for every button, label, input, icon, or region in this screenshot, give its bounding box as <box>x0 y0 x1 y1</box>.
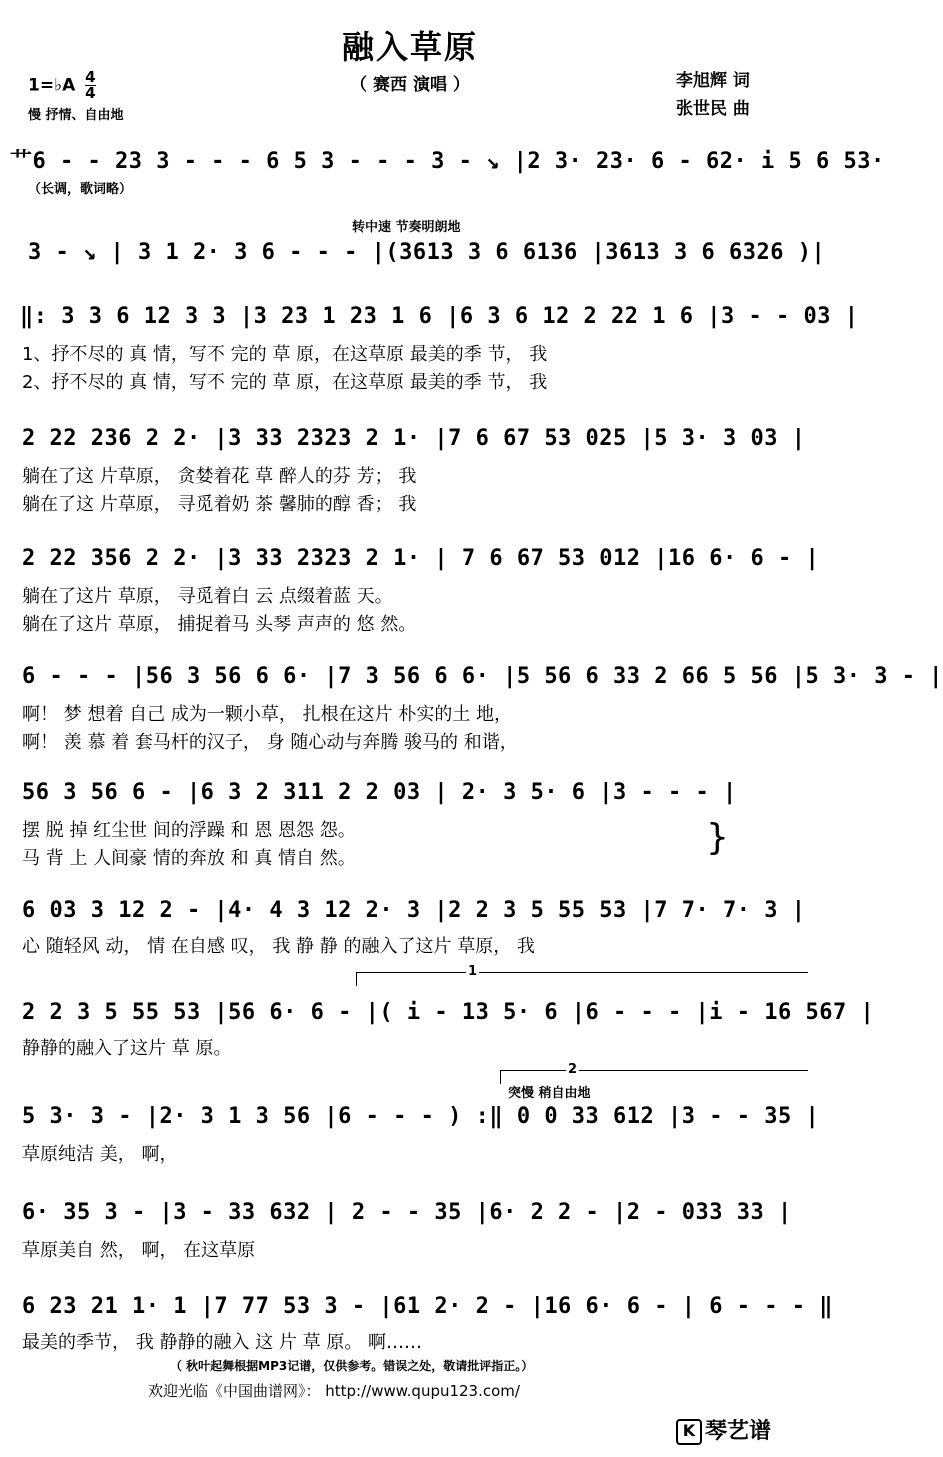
lyric-row-3-verse-2: 2、抒不尽的 真 情，写不 完的 草 原，在这草原 最美的季 节， 我 <box>22 372 548 393</box>
lyric-row-6-verse-1: 啊！ 梦 想着 自己 成为一颗小草， 扎根在这片 朴实的土 地， <box>22 704 513 725</box>
singer-credit: （ 赛西 演唱 ） <box>350 75 470 95</box>
key-signature <box>28 70 96 101</box>
staff-row-1: 艹6 - - 23 3 - - - 6 5 3 - - - 3 - ↘ |2 3· 23· 6 - 62· i 5 6 53· <box>10 149 885 174</box>
staff-row-7: 56 3 56 6 - |6 3 2 311 2 2 03 | 2· 3 5· 6 |3 - - - | <box>22 780 737 805</box>
transcriber-note: （ 秋叶起舞根据MP3记谱，仅供参考。错误之处，敬请批评指正。） <box>170 1359 534 1373</box>
volta-2-bracket <box>500 1070 808 1071</box>
lyric-row-9: 静静的融入了这片 草 原。 <box>22 1038 232 1059</box>
composer-credit: 张世民 曲 <box>676 99 750 119</box>
staff-row-10: 5 3· 3 - |2· 3 1 3 56 |6 - - - ) :‖ 0 0 33 612 |3 - - 35 | <box>22 1104 820 1129</box>
lyric-row-11: 草原美自 然， 啊， 在这草原 <box>22 1240 256 1261</box>
staff-row-2: 3 - ↘ | 3 1 2· 3 6 - - - |(3613 3 6 6136 |3613 3 6 6326 )| <box>28 240 826 265</box>
song-title: 融入草原 <box>341 28 478 66</box>
volta-1-label: 1 <box>468 964 478 979</box>
time-sig-top: 4 <box>85 68 96 86</box>
lyric-row-10: 草原纯洁 美， 啊， <box>22 1144 178 1165</box>
lyric-row-5-verse-1: 躺在了这片 草原， 寻觅着白 云 点缀着蓝 天。 <box>22 586 393 607</box>
long-tune-note: （长调，歌词略） <box>28 182 133 197</box>
lyric-row-5-verse-2: 躺在了这片 草原， 捕捉着马 头琴 声声的 悠 然。 <box>22 614 417 635</box>
verse-brace: } <box>706 817 729 858</box>
time-signature <box>85 70 95 101</box>
sudden-slow-marking: 突慢 稍自由地 <box>508 1086 591 1101</box>
staff-row-4: 2 22 236 2 2· |3 33 2323 2 1· |7 6 67 53 025 |5 3· 3 03 | <box>22 426 806 451</box>
volta-1-bracket <box>356 972 808 973</box>
staff-row-11: 6· 35 3 - |3 - 33 632 | 2 - - 35 |6· 2 2 - |2 - 033 33 | <box>22 1200 792 1225</box>
lyric-row-6-verse-2: 啊！ 羡 慕 着 套马杆的汉子， 身 随心动与奔腾 骏马的 和谐， <box>22 732 518 753</box>
site-logo <box>676 1414 771 1445</box>
logo-text: 琴艺谱 <box>705 1419 772 1444</box>
lyric-row-4-verse-1: 躺在了这 片草原， 贪婪着花 草 醉人的芬 芳； 我 <box>22 466 417 487</box>
lyric-row-3-verse-1: 1、抒不尽的 真 情，写不 完的 草 原，在这草原 最美的季 节， 我 <box>22 344 548 365</box>
volta-2-bracket-edge <box>500 1070 501 1084</box>
staff-row-5: 2 22 356 2 2· |3 33 2323 2 1· | 7 6 67 53 012 |16 6· 6 - | <box>22 546 820 571</box>
website-credit: 欢迎光临《中国曲谱网》： http://www.qupu123.com/ <box>148 1382 520 1400</box>
lyric-row-4-verse-2: 躺在了这 片草原， 寻觅着奶 茶 馨肺的醇 香； 我 <box>22 494 417 515</box>
key-label: 1=♭A <box>28 75 76 96</box>
time-sig-bottom: 4 <box>85 84 96 102</box>
lyric-row-8: 心 随轻风 动， 情 在自感 叹， 我 静 静 的融入了这片 草原， 我 <box>22 936 535 957</box>
tempo-change-marking: 转中速 节奏明朗地 <box>352 220 461 235</box>
volta-2-label: 2 <box>568 1062 578 1077</box>
lyricist-credit: 李旭辉 词 <box>676 71 750 91</box>
staff-row-9: 2 2 3 5 55 53 |56 6· 6 - |( i - 13 5· 6 |6 - - - |i - 16 567 | <box>22 1000 875 1025</box>
staff-row-6: 6 - - - |56 3 56 6 6· |7 3 56 6 6· |5 56 6 33 2 66 5 56 |5 3· 3 - | <box>22 664 943 689</box>
staff-row-3: ‖: 3 3 6 12 3 3 |3 23 1 23 1 6 |6 3 6 12 2 22 1 6 |3 - - 03 | <box>20 304 859 329</box>
lyric-row-7-verse-2: 马 背 上 人间豪 情的奔放 和 真 情自 然。 <box>22 848 356 869</box>
lyric-row-7-verse-1: 摆 脱 掉 红尘世 间的浮躁 和 恩 恩怨 怨。 <box>22 820 356 841</box>
staff-row-8: 6 03 3 12 2 - |4· 4 3 12 2· 3 |2 2 3 5 55 53 |7 7· 7· 3 | <box>22 898 806 923</box>
volta-1-bracket-edge <box>356 972 357 986</box>
tempo-marking: 慢 抒情、自由地 <box>28 108 124 123</box>
staff-row-12: 6 23 21 1· 1 |7 77 53 3 - |61 2· 2 - |16 6· 6 - | 6 - - - ‖ <box>22 1294 833 1319</box>
logo-mark: K <box>676 1419 702 1445</box>
lyric-row-12: 最美的季节， 我 静静的融入 这 片 草 原。 啊…… <box>22 1332 423 1353</box>
